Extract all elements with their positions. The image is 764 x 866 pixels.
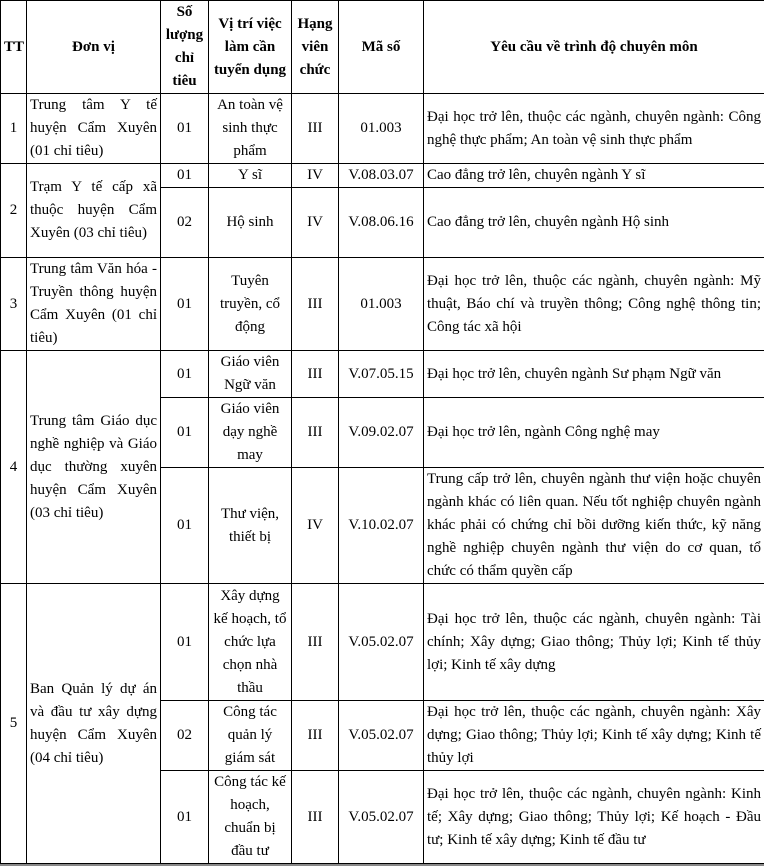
header-tt: TT (1, 1, 27, 94)
position: Thư viện, thiết bị (209, 468, 292, 584)
quota: 01 (161, 771, 209, 864)
quota: 01 (161, 94, 209, 164)
requirement: Đại học trở lên, thuộc các ngành, chuyên ngành: Xây dựng; Giao thông; Thủy lợi; Kinh tế xây dựng; Kinh tế thủy lợi (424, 701, 764, 771)
quota: 01 (161, 351, 209, 398)
code: V.08.03.07 (339, 164, 424, 188)
quota: 01 (161, 468, 209, 584)
quota: 01 (161, 398, 209, 468)
unit-name: Ban Quản lý dự án và đầu tư xây dựng huyện Cẩm Xuyên (04 chỉ tiêu) (27, 584, 161, 864)
rank: III (292, 771, 339, 864)
rank: IV (292, 188, 339, 258)
code: V.09.02.07 (339, 398, 424, 468)
rank: III (292, 584, 339, 701)
rank: IV (292, 468, 339, 584)
rank: IV (292, 164, 339, 188)
position: Công tác quản lý giám sát (209, 701, 292, 771)
header-vi-tri: Vị trí việc làm cần tuyển dụng (209, 1, 292, 94)
rank: III (292, 701, 339, 771)
code: V.08.06.16 (339, 188, 424, 258)
header-row (1, 1, 764, 94)
quota: 01 (161, 258, 209, 351)
unit-tt: 3 (1, 258, 27, 351)
position: Hộ sinh (209, 188, 292, 258)
unit-tt: 2 (1, 164, 27, 258)
requirement: Đại học trở lên, thuộc các ngành, chuyên ngành: Công nghệ thực phẩm; An toàn vệ sinh thực phẩm (424, 94, 764, 164)
rank: III (292, 398, 339, 468)
position: Giáo viên dạy nghề may (209, 398, 292, 468)
code: V.05.02.07 (339, 771, 424, 864)
quota: 02 (161, 188, 209, 258)
requirement: Đại học trở lên, chuyên ngành Sư phạm Ngữ văn (424, 351, 764, 398)
table-row (1, 258, 764, 351)
code: 01.003 (339, 94, 424, 164)
position: Xây dựng kế hoạch, tổ chức lựa chọn nhà thầu (209, 584, 292, 701)
unit-tt: 1 (1, 94, 27, 164)
requirement: Trung cấp trở lên, chuyên ngành thư viện hoặc chuyên ngành khác có liên quan. Nếu tốt nghiệp chuyên ngành khác phải có chứng chỉ bồi dưỡng kiến thức, kỹ năng nghề nghiệp chuyên ngành thư viện do cơ quan, tổ chức có thẩm quyền cấp (424, 468, 764, 584)
unit-name: Trung tâm Văn hóa - Truyền thông huyện Cẩm Xuyên (01 chỉ tiêu) (27, 258, 161, 351)
table-row (1, 94, 764, 164)
requirement: Đại học trở lên, ngành Công nghệ may (424, 398, 764, 468)
header-yeu-cau: Yêu cầu về trình độ chuyên môn (424, 1, 764, 94)
rank: III (292, 94, 339, 164)
quota: 01 (161, 164, 209, 188)
unit-name: Trạm Y tế cấp xã thuộc huyện Cẩm Xuyên (03 chỉ tiêu) (27, 164, 161, 258)
position: Giáo viên Ngữ văn (209, 351, 292, 398)
position: An toàn vệ sinh thực phẩm (209, 94, 292, 164)
requirement: Cao đẳng trở lên, chuyên ngành Hộ sinh (424, 188, 764, 258)
table-row (1, 164, 764, 188)
position: Tuyên truyền, cổ động (209, 258, 292, 351)
unit-name: Trung tâm Giáo dục nghề nghiệp và Giáo dục thường xuyên huyện Cẩm Xuyên (03 chỉ tiêu) (27, 351, 161, 584)
requirement: Đại học trở lên, thuộc các ngành, chuyên ngành: Mỹ thuật, Báo chí và truyền thông; Công nghệ thông tin; Công tác xã hội (424, 258, 764, 351)
table-row (1, 351, 764, 398)
code: V.05.02.07 (339, 701, 424, 771)
requirement: Đại học trở lên, thuộc các ngành, chuyên ngành: Tài chính; Xây dựng; Giao thông; Thủy lợi; Kinh tế thủy lợi; Kinh tế xây dựng (424, 584, 764, 701)
code: V.07.05.15 (339, 351, 424, 398)
quota: 02 (161, 701, 209, 771)
header-hang: Hạng viên chức (292, 1, 339, 94)
header-ma-so: Mã số (339, 1, 424, 94)
unit-name: Trung tâm Y tế huyện Cẩm Xuyên (01 chỉ tiêu) (27, 94, 161, 164)
position: Công tác kế hoạch, chuẩn bị đầu tư (209, 771, 292, 864)
header-so-luong: Số lượng chỉ tiêu (161, 1, 209, 94)
code: V.05.02.07 (339, 584, 424, 701)
code: 01.003 (339, 258, 424, 351)
code: V.10.02.07 (339, 468, 424, 584)
unit-tt: 5 (1, 584, 27, 864)
header-don-vi: Đơn vị (27, 1, 161, 94)
unit-tt: 4 (1, 351, 27, 584)
table-row (1, 584, 764, 701)
rank: III (292, 351, 339, 398)
rank: III (292, 258, 339, 351)
position: Y sĩ (209, 164, 292, 188)
requirement: Đại học trở lên, thuộc các ngành, chuyên ngành: Kinh tế; Xây dựng; Giao thông; Thủy lợi; Kế hoạch - Đầu tư; Kinh tế xây dựng; Kinh tế đầu tư (424, 771, 764, 864)
requirement: Cao đẳng trở lên, chuyên ngành Y sĩ (424, 164, 764, 188)
quota: 01 (161, 584, 209, 701)
